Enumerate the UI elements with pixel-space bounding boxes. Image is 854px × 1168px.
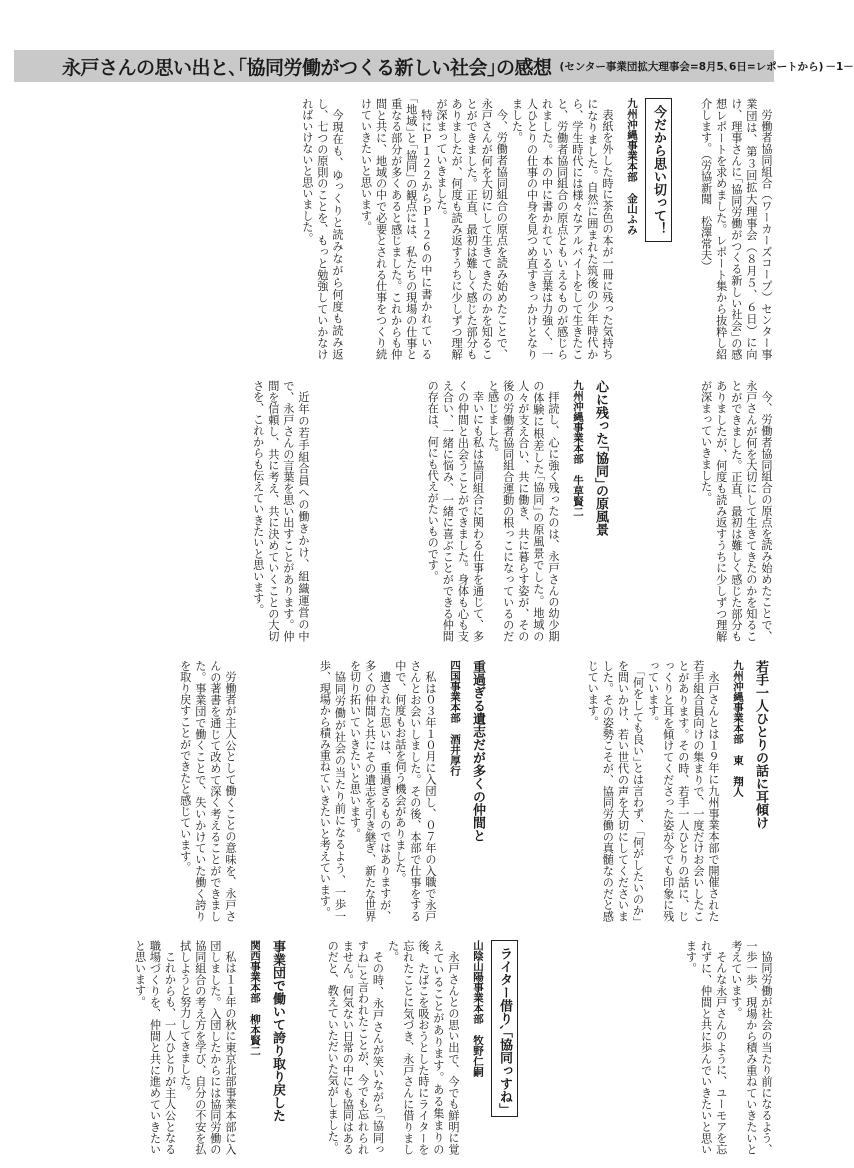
article-byline <box>240 940 262 1155</box>
body-paragraph: 協同労働が社会の当たり前になるよう、一歩一歩、現場から積み重ねていきたいと考えています。 <box>318 660 347 922</box>
report-source: (センター事業団拡大理事会=8月5､6日=レポートから) <box>559 60 824 73</box>
article-byline <box>723 660 745 922</box>
article-body <box>41 380 311 642</box>
byline-org: 九州沖縄事業本部 <box>626 98 638 182</box>
article-body <box>614 380 774 642</box>
article-body <box>524 940 774 1155</box>
body-paragraph: これからも、一人ひとりが主人公となる職場づくりを、仲間と共に進めていきたいと思います。 <box>133 940 177 1155</box>
body-paragraph: 今現在も、ゆっくりと読みながら何度も読み返し、七つの原則のことを、もっと勉強していかなければいけないと思いました。 <box>300 98 344 360</box>
intro-column <box>684 98 774 360</box>
article-body <box>311 380 561 642</box>
title-banner <box>14 50 854 82</box>
byline-org: 山陰山陽事業本部 <box>472 940 484 1024</box>
body-paragraph: 今、労働者協同組合の原点を読み始めたことで、永戸さんが何を大切にして生きてきたのかを知ることができました。正直、最初は難しく感じた部分もありましたが、何度も読み返すうちに少しずつ理解が深まっていきました。 <box>699 380 773 642</box>
body-paragraph: 協同労働が社会の当たり前になるよう、一歩一歩、現場から積み重ねていきたいと考えています。 <box>729 940 773 1155</box>
page-title: 永戸さんの思い出と､｢協同労働がつくる新しい社会｣の感想 <box>62 56 552 79</box>
article-body <box>491 660 721 922</box>
body-paragraph: その時、永戸さんが笑いながら｢協同っすね｣と言われたことが、今でも忘れられません。何気ない日常の中にも協同はあるのだと、教えていただいた気がしました。 <box>326 940 385 1155</box>
body-paragraph: 遺された思いは、重過ぎるものではありますが、多くの仲間と共にその遺志を引き継ぎ、新たな世界を切り拓いていきたいと思います。 <box>348 660 392 922</box>
byline-org: 四国事業本部 <box>449 660 461 723</box>
body-paragraph: 永戸さんとの思い出で、今でも鮮明に覚えていることがあります。ある集まりの後、たばこを吸おうとした時にライターを忘れたことに気づき、永戸さんに借りました。 <box>386 940 460 1155</box>
article-byline <box>463 940 485 1155</box>
body-paragraph: 永戸さんとは１９年に九州事業本部で開催された若手組合員向けの集まりで、一度だけお会いしたことがあります。その時、若手一人ひとりの話に、じっくりと耳を傾けてくださった姿が今でも印象に残っています。 <box>646 660 720 922</box>
article-body <box>291 940 461 1155</box>
body-paragraph: 私は０３年１０月に入団し、０７年の入職で永戸さんとお会いしました。その後、本部で仕事をする中で、何度もお話を伺う機会がありました。 <box>393 660 437 922</box>
byline-name: 柳本賢二 <box>249 1013 261 1056</box>
article-headline: 若手一人ひとりの話に耳傾け <box>753 660 768 829</box>
article-byline <box>563 380 585 642</box>
byline-name: 酒井厚行 <box>449 733 461 776</box>
body-paragraph: 労働者が主人公として働くことの意味を、永戸さんの著書を通じて改めて深く考えることができました。事業団で働くことで、失いかけていた働く誇りを取り戻すことができたと感じています。 <box>178 660 237 922</box>
byline-org: 九州沖縄事業本部 <box>572 380 584 464</box>
article-headline: 心に残った｢協同｣の原風景 <box>593 380 608 536</box>
body-paragraph: 今、労働者協同組合の原点を読み始めたことで、永戸さんが何を大切にして生きてきたのかを知ることができました。正直、最初は難しく感じた部分もありましたが、何度も読み返すうちに少しずつ理解が深まっていきました。 <box>434 98 509 360</box>
article-body <box>68 660 238 922</box>
tier-1 <box>14 98 774 360</box>
body-paragraph: ｢何をしても良い｣とは言わず、｢何がしたいのか｣を問いかけ、若い世代の声を大切にしてくださいました。その姿勢こそが、協同労働の真髄なのだと感じています。 <box>586 660 645 922</box>
body-paragraph: 近年の若手組合員への働きかけ、組織運営の中で、永戸さんの言葉を思い出すことがあります。仲間を信頼し、共に考え、共に決めていくことの大切さを、これからも伝えていきたいと思います。 <box>251 380 310 642</box>
article-body <box>345 98 615 360</box>
body-paragraph: そんな永戸さんのように、ユーモアを忘れずに、仲間と共に歩んでいきたいと思います。 <box>684 940 728 1155</box>
tier-2 <box>14 380 774 642</box>
article-headline: ライター借り､｢協同っすね｣ <box>491 940 518 1117</box>
byline-org: 九州沖縄事業本部 <box>732 660 744 744</box>
article-body <box>38 940 238 1155</box>
tier-3 <box>14 660 774 922</box>
tier-4 <box>14 940 774 1155</box>
body-paragraph: 特にＰ１２２からＰ１２６の中に書かれている｢地域｣と｢協同｣の観点には、私たちの現場の仕事と重なる部分が多くあると感じました。これからも仲間と共に、地域の中で必要とされる仕事をつくり続けていきたいと思います。 <box>359 98 433 360</box>
byline-name: 牧野仁嗣 <box>472 1034 484 1077</box>
article-headline: 重過ぎる遺志だが多くの仲間と <box>470 660 485 842</box>
byline-name: 牛草賢二 <box>572 474 584 517</box>
byline-name: 金山ふみ <box>626 192 638 235</box>
intro-text: 労働者協同組合（ワーカーズコープ）センター事業団は、第３回拡大理事会（８月５、６日）に向け、理事さんに｢協同労働がつくる新しい社会｣の感想レポートを求めました。レポート集から抜粋し紹介します。（労協新聞 松澤常夫） <box>699 98 773 360</box>
byline-org: 関西事業本部 <box>249 940 261 1003</box>
article-headline: 事業団で働いて誇り取り戻した <box>270 940 285 1122</box>
article-headline: 今だから思い切って！ <box>645 98 672 242</box>
article-body <box>238 660 438 922</box>
article-byline <box>440 660 462 922</box>
article-body <box>35 98 345 360</box>
byline-name: 東 翔人 <box>732 754 744 797</box>
body-paragraph: 拝読し、心に強く残ったのは、永戸さんの幼少期の体験に根差した｢協同｣の原風景でした。地域の人々が支え合い、共に働き、共に暮らす姿が、その後の労働者協同組合運動の根っこになっているのだと感じました。 <box>486 380 560 642</box>
page-number: －1－ <box>825 60 854 73</box>
body-paragraph: 表紙を外した時に茶色の本が一冊に残った気持ちになりました。自然に囲まれた筑後の少年時代から、学生時代には様々なアルバイトをして生きたこと、労働者協同組合の原点ともいえるものが感じられました。本の中に書かれている言葉は力強く、一人ひとりの仕事の中身を見つめ直すきっかけとなりました。 <box>510 98 614 360</box>
body-paragraph: 幸いにも私は協同組合に関わる仕事を通じて、多くの仲間と出会うことができました。身体も心も支え合い、一緒に悩み、一緒に喜ぶことができる仲間の存在は、何にも代えがたいものです。 <box>426 380 485 642</box>
body-paragraph: 私は１１年の秋に東京北部事業本部に入団しました。入団したからには協同労働の協同組合の考え方を学び、自分の不安を払拭しようと努力してきました。 <box>178 940 237 1155</box>
article-byline <box>617 98 639 360</box>
